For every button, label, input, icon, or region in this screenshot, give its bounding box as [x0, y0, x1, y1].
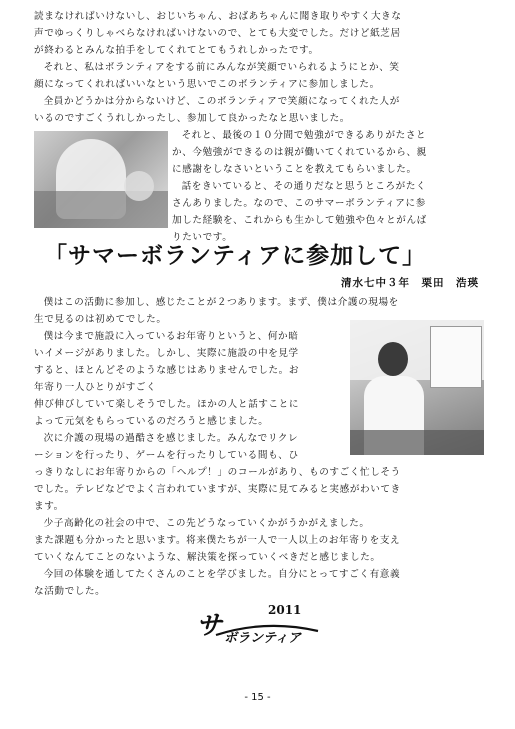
logo-main-text: サ	[196, 611, 223, 641]
text-line: っきりなしにお年寄りからの「ヘルプ！」のコールがあり、ものすごく忙しそう	[34, 467, 401, 478]
text-line: 読まなければいけないし、おじいちゃん、おばあちゃんに聞き取りやすく大きな	[34, 11, 402, 22]
text-line: また課題も分かったと思います。将来僕たちが一人で一人以上のお年寄りを支え	[34, 535, 401, 546]
text-line: 伸び伸びしていて楽しそうでした。ほかの人と話すことに	[34, 399, 300, 410]
student-photo	[350, 320, 484, 455]
text-line: 声でゆっくりしゃべらなければいけないので、とても大変でした。だけど紙芝居	[34, 28, 401, 39]
logo-swoosh-icon	[196, 601, 336, 651]
text-line: 全員かどうかは分からないけど、このボランティアで笑顔になってくれた人が	[43, 96, 400, 107]
text-line: いるのですごくうれしかったし、参加して良かったなと思いました。	[34, 113, 351, 124]
text-line: さんありました。なので、このサマーボランティアに参	[172, 198, 426, 209]
text-line: いイメージがありました。しかし、実際に施設の中を見学	[34, 348, 299, 359]
text-line: でした。テレビなどでよく言われていますが、実際に見てみると実感がわいてき	[34, 484, 401, 495]
top-paragraph-3	[34, 93, 482, 127]
text-line: よって元気をもらっているのだろうと感じました。	[34, 416, 269, 427]
text-line: か、今勉強ができるのは親が働いてくれているから、親	[172, 147, 427, 158]
text-line: が終わるとみんな拍手をしてくれてとてもうれしかったです。	[34, 45, 319, 56]
text-line: すると、ほとんどそのような感じはありませんでした。お	[34, 365, 300, 376]
text-line: それと、私はボランティアをする前にみんなが笑顔でいられるようにとか、笑	[43, 62, 400, 73]
text-line: 顔になってくれればいいなという思いでこのボランティアに参加しました。	[34, 79, 380, 90]
top-paragraph-1	[34, 8, 482, 59]
text-line: それと、最後の１０分間で勉強ができるありがたさと	[181, 130, 427, 141]
text-line: に感謝をしなさいということを教えてもらいました。	[172, 164, 417, 175]
top-paragraph-4	[172, 127, 484, 178]
top-paragraph-2	[34, 59, 482, 93]
summer-volunteer-logo	[196, 601, 336, 651]
text-line: 加した経験を、これからも生かして勉強や色々とがんば	[172, 215, 427, 226]
article-author: 清水七中３年 栗田 浩瑛	[341, 277, 479, 289]
text-line: 年寄り一人ひとりがすごく	[34, 382, 157, 393]
article-paragraph-conclusion	[34, 566, 482, 600]
logo-year: 2011	[268, 603, 302, 617]
text-line: 次に介護の現場の過酷さを感じました。みんなでリクレ	[43, 433, 299, 444]
text-line: りたいです。	[172, 232, 233, 243]
text-line: 僕は今まで施設に入っているお年寄りというと、何か暗	[43, 331, 299, 342]
text-line: 少子高齢化の社会の中で、この先どうなっていくかがうかがえました。	[43, 518, 370, 529]
text-line: 生で見るのは初めてでした。	[34, 314, 167, 325]
article-title: 「サマーボランティアに参加して」	[44, 242, 427, 269]
logo-sub-text: ボランティア	[224, 631, 301, 646]
text-line: ーションを行ったり、ゲームを行ったりしている間も、ひ	[34, 450, 299, 461]
article-body-continued	[34, 464, 482, 515]
article-wrap-text	[34, 328, 346, 464]
text-line: 僕はこの活動に参加し、感じたことが２つあります。まず、僕は介護の現場を	[43, 297, 399, 308]
text-line: 話をきいていると、その通りだなと思うところがたく	[181, 181, 427, 192]
article-paragraph-issues	[34, 515, 482, 566]
text-line: ます。	[34, 501, 64, 512]
text-line: 今回の体験を通してたくさんのことを学びました。自分にとってすごく有意義	[43, 569, 401, 580]
text-line: ていくなんてことのないような、解決策を探っていくべきだと感じました。	[34, 552, 381, 563]
text-line: な活動でした。	[34, 586, 106, 597]
volunteer-photo	[34, 131, 168, 228]
top-paragraph-5	[172, 178, 484, 246]
page-number: - 15 -	[244, 692, 271, 703]
